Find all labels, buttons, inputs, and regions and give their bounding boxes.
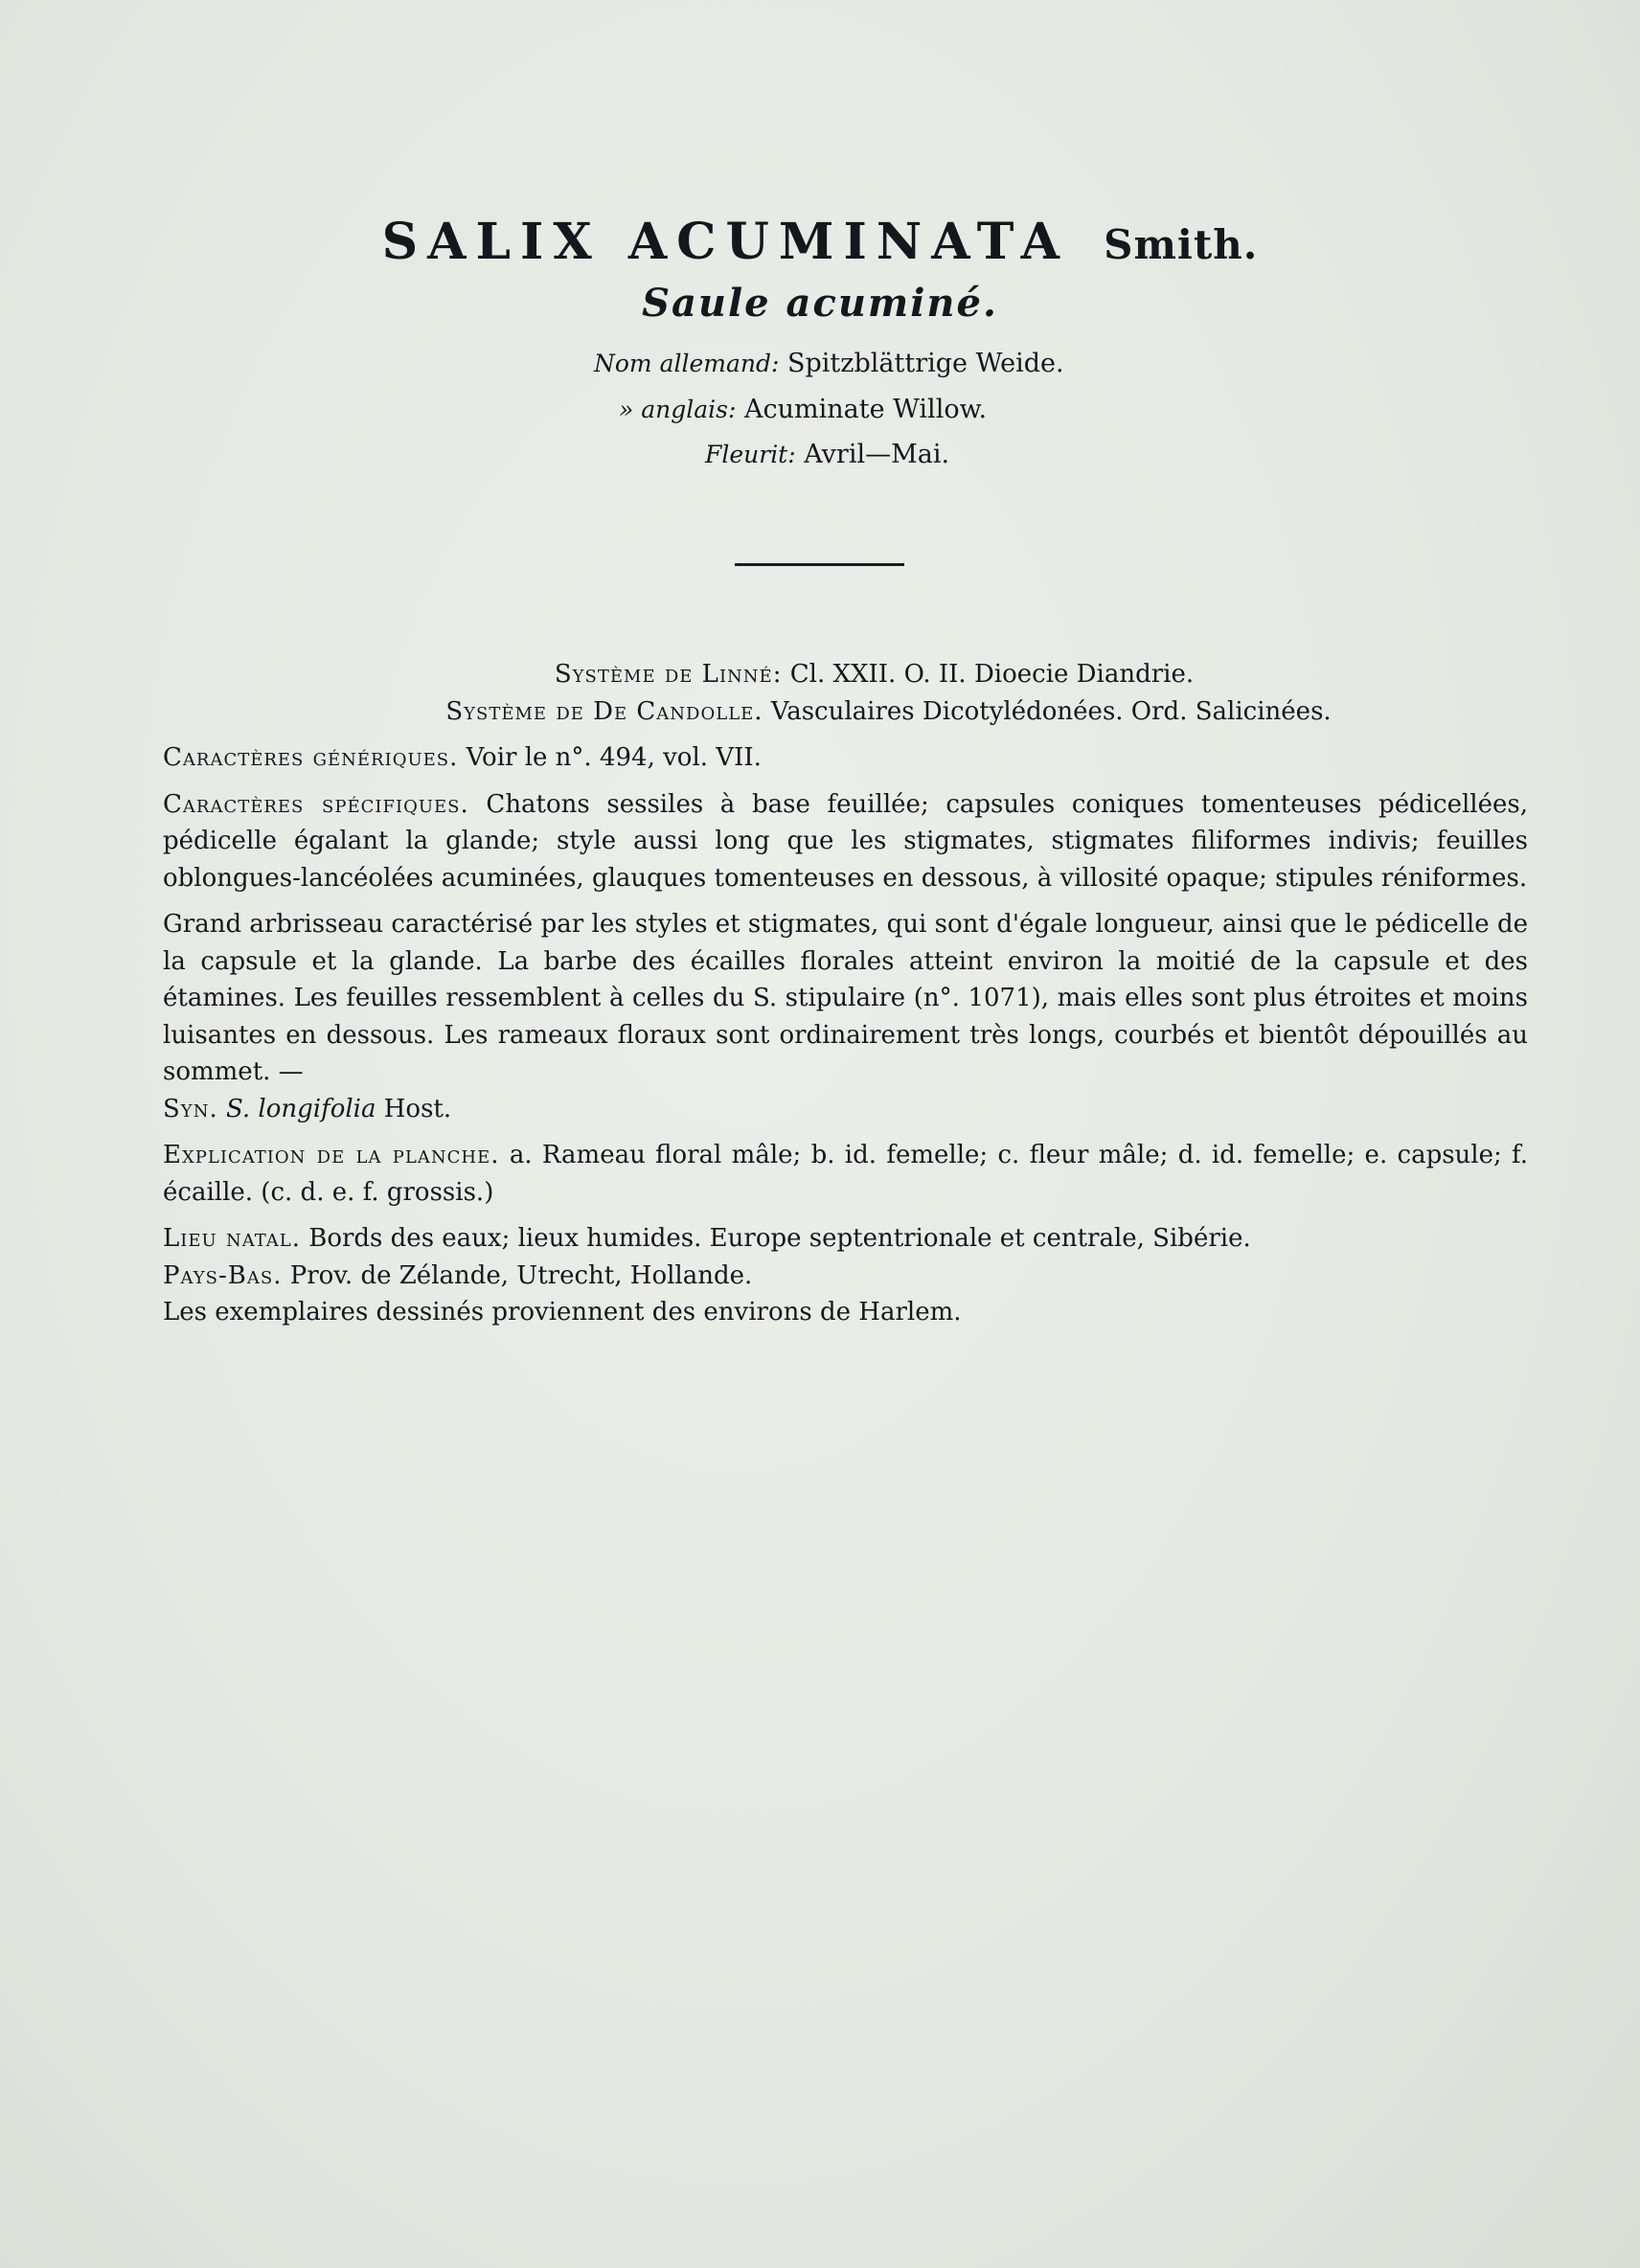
syn-author: Host. — [383, 1094, 452, 1123]
specific-label: Caractères spécifiques. — [163, 789, 469, 819]
specific-characters — [163, 786, 1528, 897]
flowering-label: Fleurit: — [705, 441, 796, 468]
name-german-label: Nom allemand: — [594, 350, 780, 377]
name-german-value: Spitzblättrige Weide. — [787, 349, 1064, 378]
generic-text: Voir le n°. 494, vol. VII. — [466, 743, 762, 772]
specific-text: Chatons sessiles à base feuillée; capsules coniques tomenteuses pédicellées, pédicelle égalant la glande; style aussi long que les stigmates, stigmates filiformes indivis; feuilles oblongues-lancéolées acuminées, glauques tomenteuses en dessous, à villosité opaque; stipules réniformes. — [163, 789, 1528, 893]
specimens-text: Les exemplaires dessinés proviennent des environs de Harlem. — [163, 1298, 962, 1327]
candolle-text: Vasculaires Dicotylédonées. Ord. Salicinées. — [770, 696, 1332, 726]
specimens-note — [163, 1294, 1528, 1331]
name-english — [619, 387, 987, 433]
flowering-value: Avril—Mai. — [804, 440, 950, 469]
netherlands-distribution — [163, 1258, 1528, 1295]
name-english-label: » anglais: — [619, 396, 737, 423]
common-name: Saule acuminé. — [642, 281, 998, 326]
generic-characters — [163, 739, 1528, 777]
linne-label: Système de Linné: — [554, 660, 783, 689]
generic-label: Caractères génériques. — [163, 743, 459, 772]
habitat-text: Bords des eaux; lieux humides. Europe septentrionale et centrale, Sibérie. — [308, 1224, 1251, 1253]
linne-text: Cl. XXII. O. II. Dioecie Diandrie. — [789, 660, 1195, 689]
plate-label: Explication de la planche. — [163, 1141, 500, 1169]
name-german — [594, 341, 1064, 387]
netherlands-text: Prov. de Zélande, Utrecht, Hollande. — [289, 1260, 753, 1290]
description-text: Grand arbrisseau caractérisé par les styles et stigmates, qui sont d'égale longueur, ainsi que le pédicelle de la capsule et la glande. La barbe des écailles florales atteint environ la moitié de la capsule et des étamines. Les feuilles ressemblent à celles du S. stipulaire (n°. 1071), mais elles sont plus étroites et moins luisantes en dessous. Les rameaux floraux sont ordinairement très longs, courbés et bientôt dépouillés au sommet. — — [163, 910, 1528, 1086]
description-body — [163, 656, 1528, 1331]
latin-name: SALIX ACUMINATA — [381, 213, 1070, 271]
habitat-label: Lieu natal. — [163, 1224, 301, 1253]
linne-system — [163, 656, 1528, 693]
description-paragraph — [163, 906, 1528, 1127]
separator-rule — [735, 563, 904, 566]
native-habitat — [163, 1220, 1528, 1258]
candolle-label: Système de De Candolle. — [445, 696, 763, 726]
syn-label: Syn. — [163, 1094, 218, 1123]
page-title — [0, 213, 1640, 271]
plate-explanation — [163, 1137, 1528, 1211]
candolle-system — [163, 693, 1528, 731]
name-english-value: Acuminate Willow. — [744, 395, 988, 424]
netherlands-label: Pays-Bas. — [163, 1260, 283, 1290]
plate-text: a. Rameau floral mâle; b. id. femelle; c. fleur mâle; d. id. femelle; e. capsule; f. écaille. (c. d. e. f. grossis.) — [163, 1141, 1529, 1207]
author-name: Smith. — [1104, 221, 1259, 268]
name-flowering — [705, 432, 949, 478]
syn-name: S. longifolia — [225, 1094, 376, 1123]
